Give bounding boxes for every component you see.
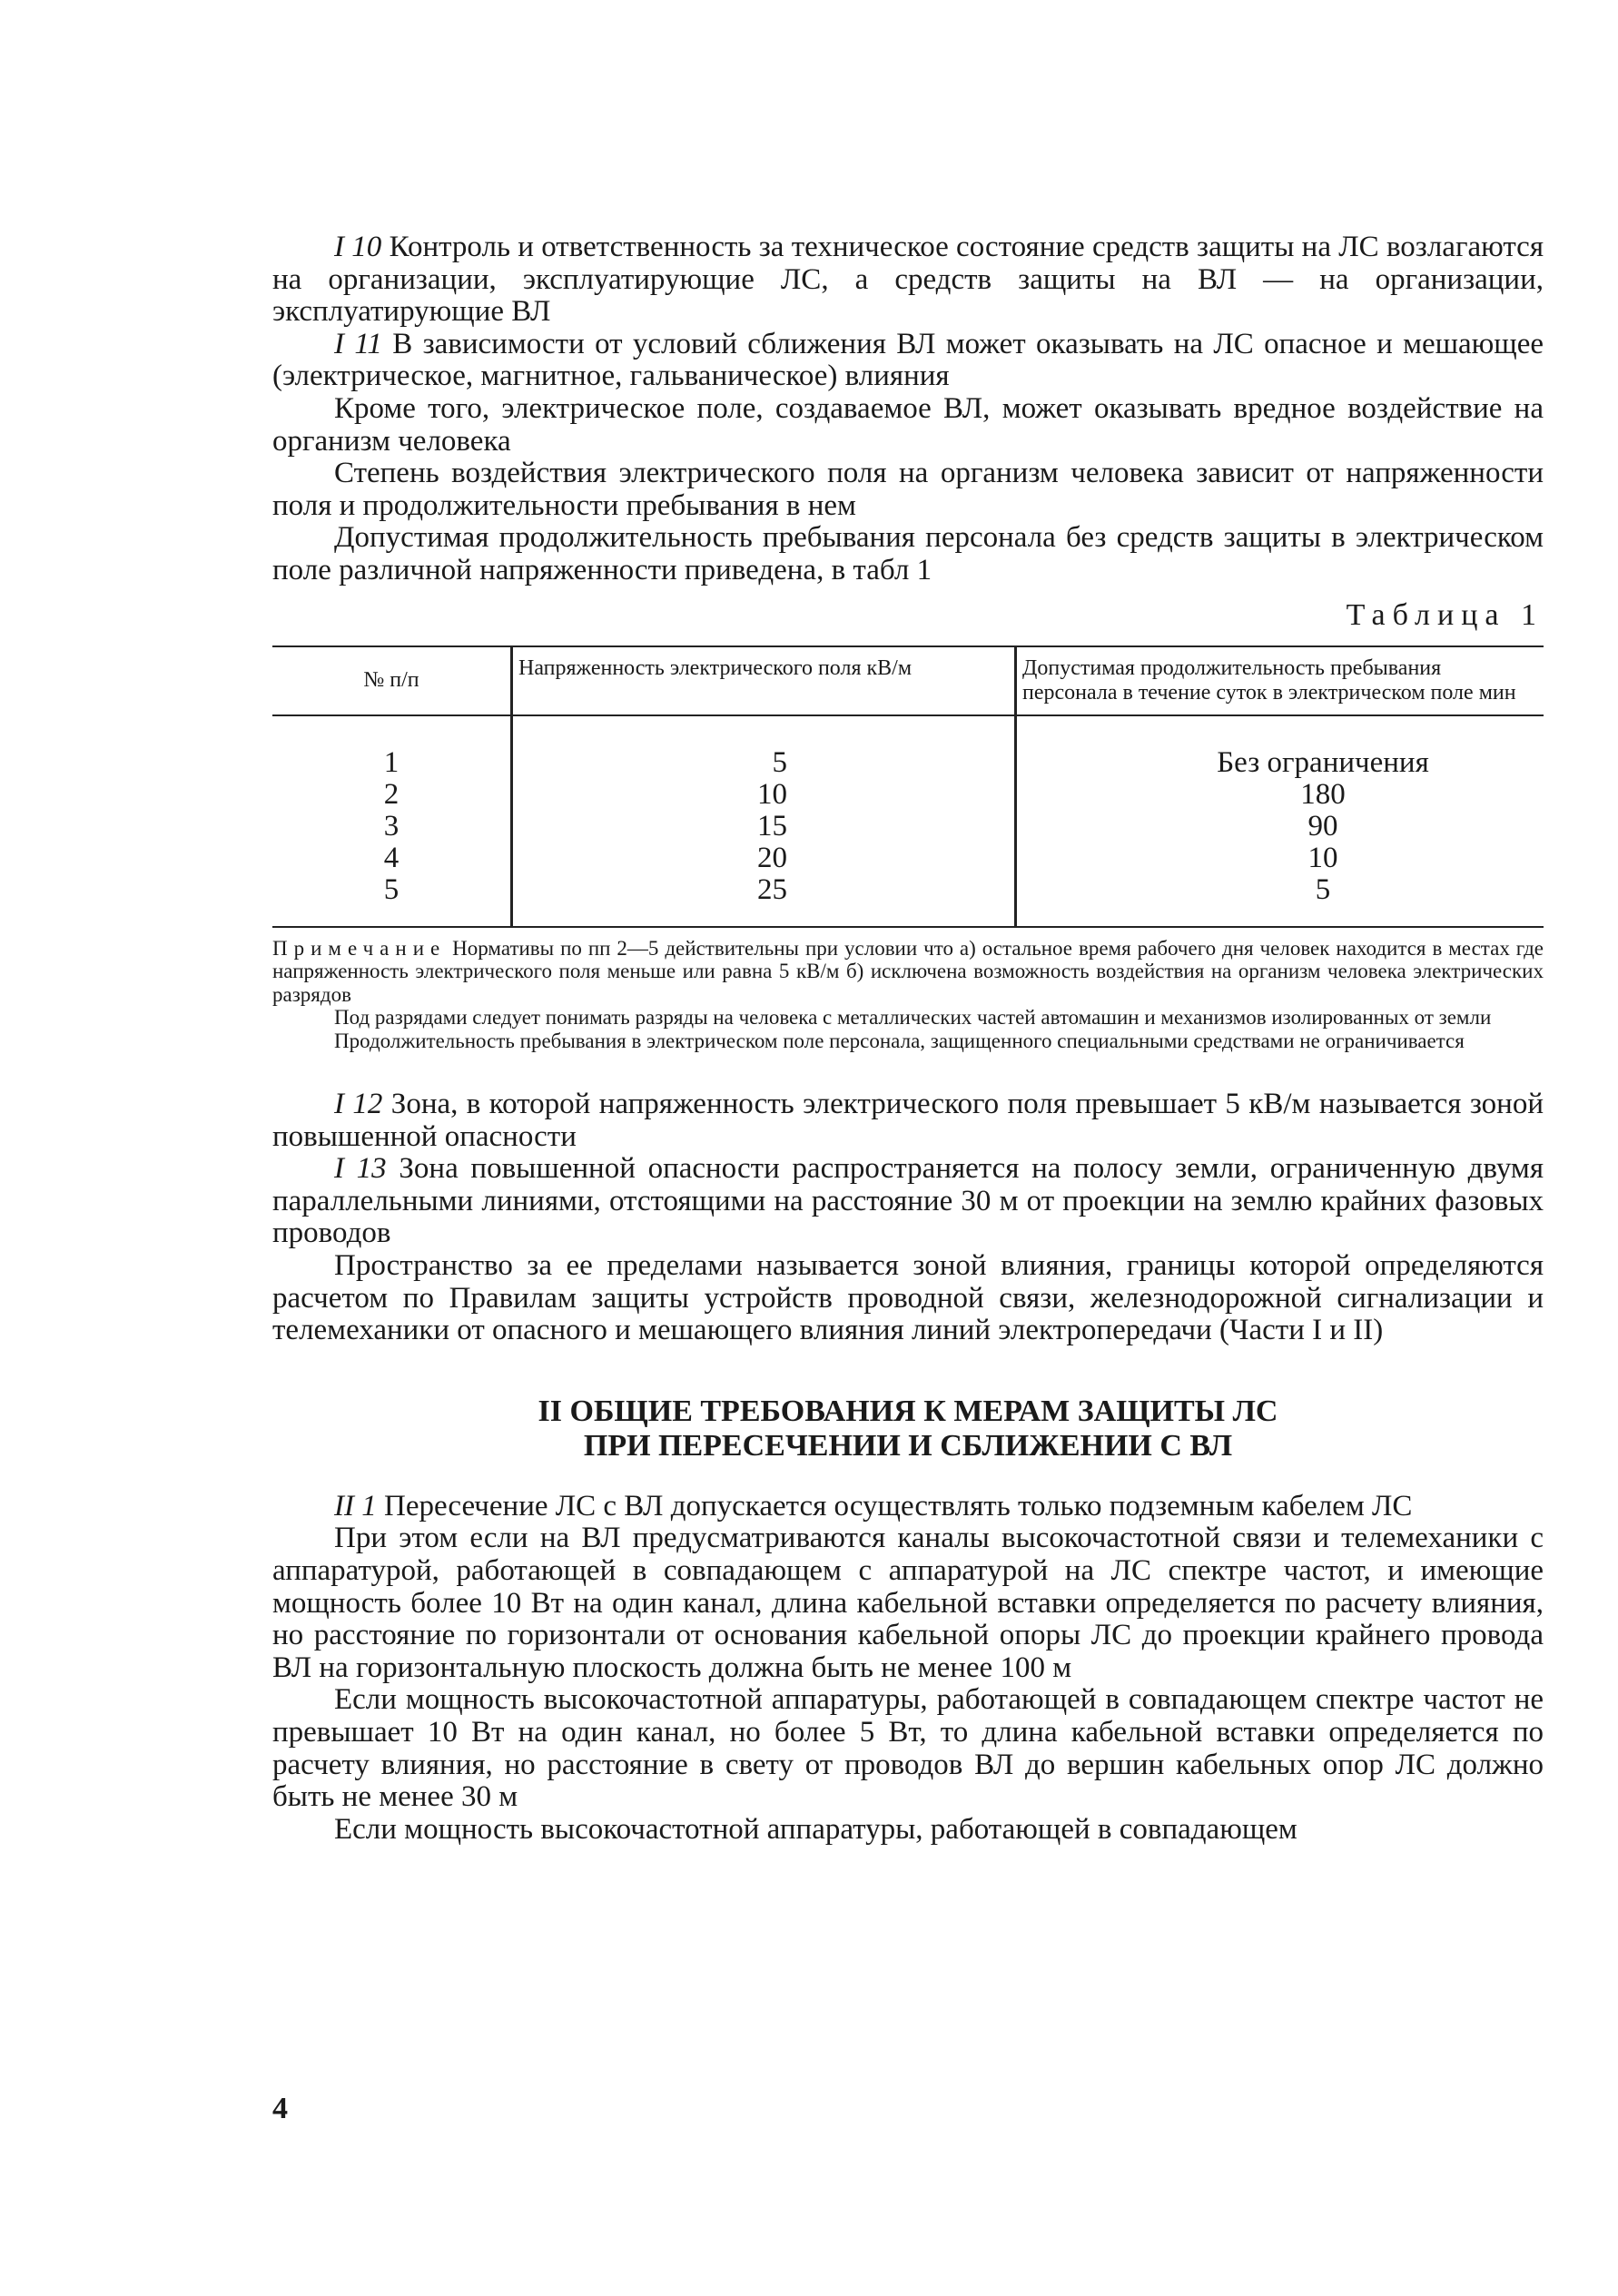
section-heading: II ОБЩИЕ ТРЕБОВАНИЯ К МЕРАМ ЗАЩИТЫ ЛС ПРИ ПЕРЕСЕЧЕНИИ И СБЛИЖЕНИИ С ВЛ bbox=[538, 1394, 1278, 1463]
table-header-row bbox=[272, 646, 1544, 715]
paragraph-table-ref: Допустимая продолжительность пребывания персонала без средств защиты в электрическом поле различной напряженности приведена, в табл 1 bbox=[272, 521, 1544, 586]
column-header-field-strength: Напряженность электрического поля кВ/м bbox=[512, 646, 1016, 715]
paragraph-1-11: I 11 В зависимости от условий сближения ВЛ может оказывать на ЛС опасное и мешающее (электрическое, магнитное, гальваническое) влияния bbox=[272, 327, 1544, 393]
paragraph-hf-over-10w: При этом если на ВЛ предусматриваются каналы высокочастотной связи и телемеханики с аппаратурой, работающей в совпадающем с аппаратурой на ЛС спектре частот, и имеющие мощность более 10 Вт на один канал, длина кабельной вставки определяется по расчету влияния, но расстояние по горизонтали от основания кабельной опоры ЛС до проекции крайнего провода ВЛ на горизонтальную плоскость должна быть не менее 100 м bbox=[272, 1522, 1544, 1684]
page-number: 4 bbox=[272, 2092, 288, 2125]
paragraph-1-13: I 13 Зона повышенной опасности распространяется на полосу земли, ограниченную двумя параллельными линиями, отстоящими на расстояние 30 м от проекции на землю крайних фазовых проводов bbox=[272, 1152, 1544, 1250]
exposure-table bbox=[272, 645, 1544, 928]
table-notes bbox=[272, 937, 1544, 1053]
table-row: 2 10 180 bbox=[272, 779, 1544, 811]
paragraph-hf-continued: Если мощность высокочастотной аппаратуры, работающей в совпадающем bbox=[334, 1812, 1297, 1846]
clause-number: I 10 bbox=[334, 231, 382, 263]
table-row: 1 5 Без ограничения bbox=[272, 715, 1544, 779]
clause-number: I 12 bbox=[334, 1088, 383, 1121]
note-item: Под разрядами следует понимать разряды на человека с металлических частей автомашин и механизмов изолированных от земли bbox=[334, 1006, 1492, 1030]
clause-number: I 13 bbox=[334, 1152, 387, 1186]
table-row: 5 25 5 bbox=[272, 874, 1544, 927]
clause-number: I 11 bbox=[334, 327, 382, 360]
note-item: Примечание Нормативы по пп 2—5 действительны при условии что а) остальное время рабочего дня человек находится в местах где напряженность электрического поля меньше или равна 5 кВ/м б) исключена возможность воздействия на организм человека электрических разрядов bbox=[272, 936, 1544, 1006]
table-caption: Таблица 1 bbox=[1346, 597, 1544, 632]
document-page bbox=[272, 232, 1544, 1846]
paragraph-1-12: I 12 Зона, в которой напряженность электрического поля превышает 5 кВ/м называется зоной повышенной опасности bbox=[272, 1088, 1544, 1153]
note-item: Продолжительность пребывания в электрическом поле персонала, защищенного специальными средствами не ограничивается bbox=[334, 1029, 1465, 1052]
note-label: Примечание bbox=[272, 936, 447, 960]
column-header-number: № п/п bbox=[272, 646, 512, 715]
paragraph-2-1: II 1 Пересечение ЛС с ВЛ допускается осуществлять только подземным кабелем ЛС bbox=[334, 1489, 1413, 1522]
table-row: 3 15 90 bbox=[272, 811, 1544, 843]
clause-number: II 1 bbox=[334, 1489, 377, 1522]
table-row: 4 20 10 bbox=[272, 843, 1544, 874]
paragraph-1-10: I 10 Контроль и ответственность за техническое состояние средств защиты на ЛС возлагаются на организации, эксплуатирующие ЛС, а средств защиты на ВЛ — на организации, эксплуатирующие ВЛ bbox=[272, 231, 1544, 329]
paragraph-influence-zone: Пространство за ее пределами называется зоной влияния, границы которой определяются расчетом по Правилам защиты устройств проводной связи, железнодорожной сигнализации и телемеханики от опасного и мешающего влияния линий электропередачи (Части I и II) bbox=[272, 1249, 1544, 1347]
paragraph-field-effect: Кроме того, электрическое поле, создаваемое ВЛ, может оказывать вредное воздействие на организм человека bbox=[272, 391, 1544, 458]
paragraph-field-degree: Степень воздействия электрического поля на организм человека зависит от напряженности поля и продолжительности пребывания в нем bbox=[272, 457, 1544, 522]
paragraph-hf-5-10w: Если мощность высокочастотной аппаратуры, работающей в совпадающем спектре частот не превышает 10 Вт на один канал, но более 5 Вт, то длина кабельной вставки определяется по расчету влияния, но расстояние в свету от проводов ВЛ до вершин кабельных опор ЛС должно быть не менее 30 м bbox=[272, 1683, 1544, 1814]
column-header-duration: Допустимая продолжительность пребывания персонала в течение суток в электрическом поле мин bbox=[1016, 646, 1544, 715]
